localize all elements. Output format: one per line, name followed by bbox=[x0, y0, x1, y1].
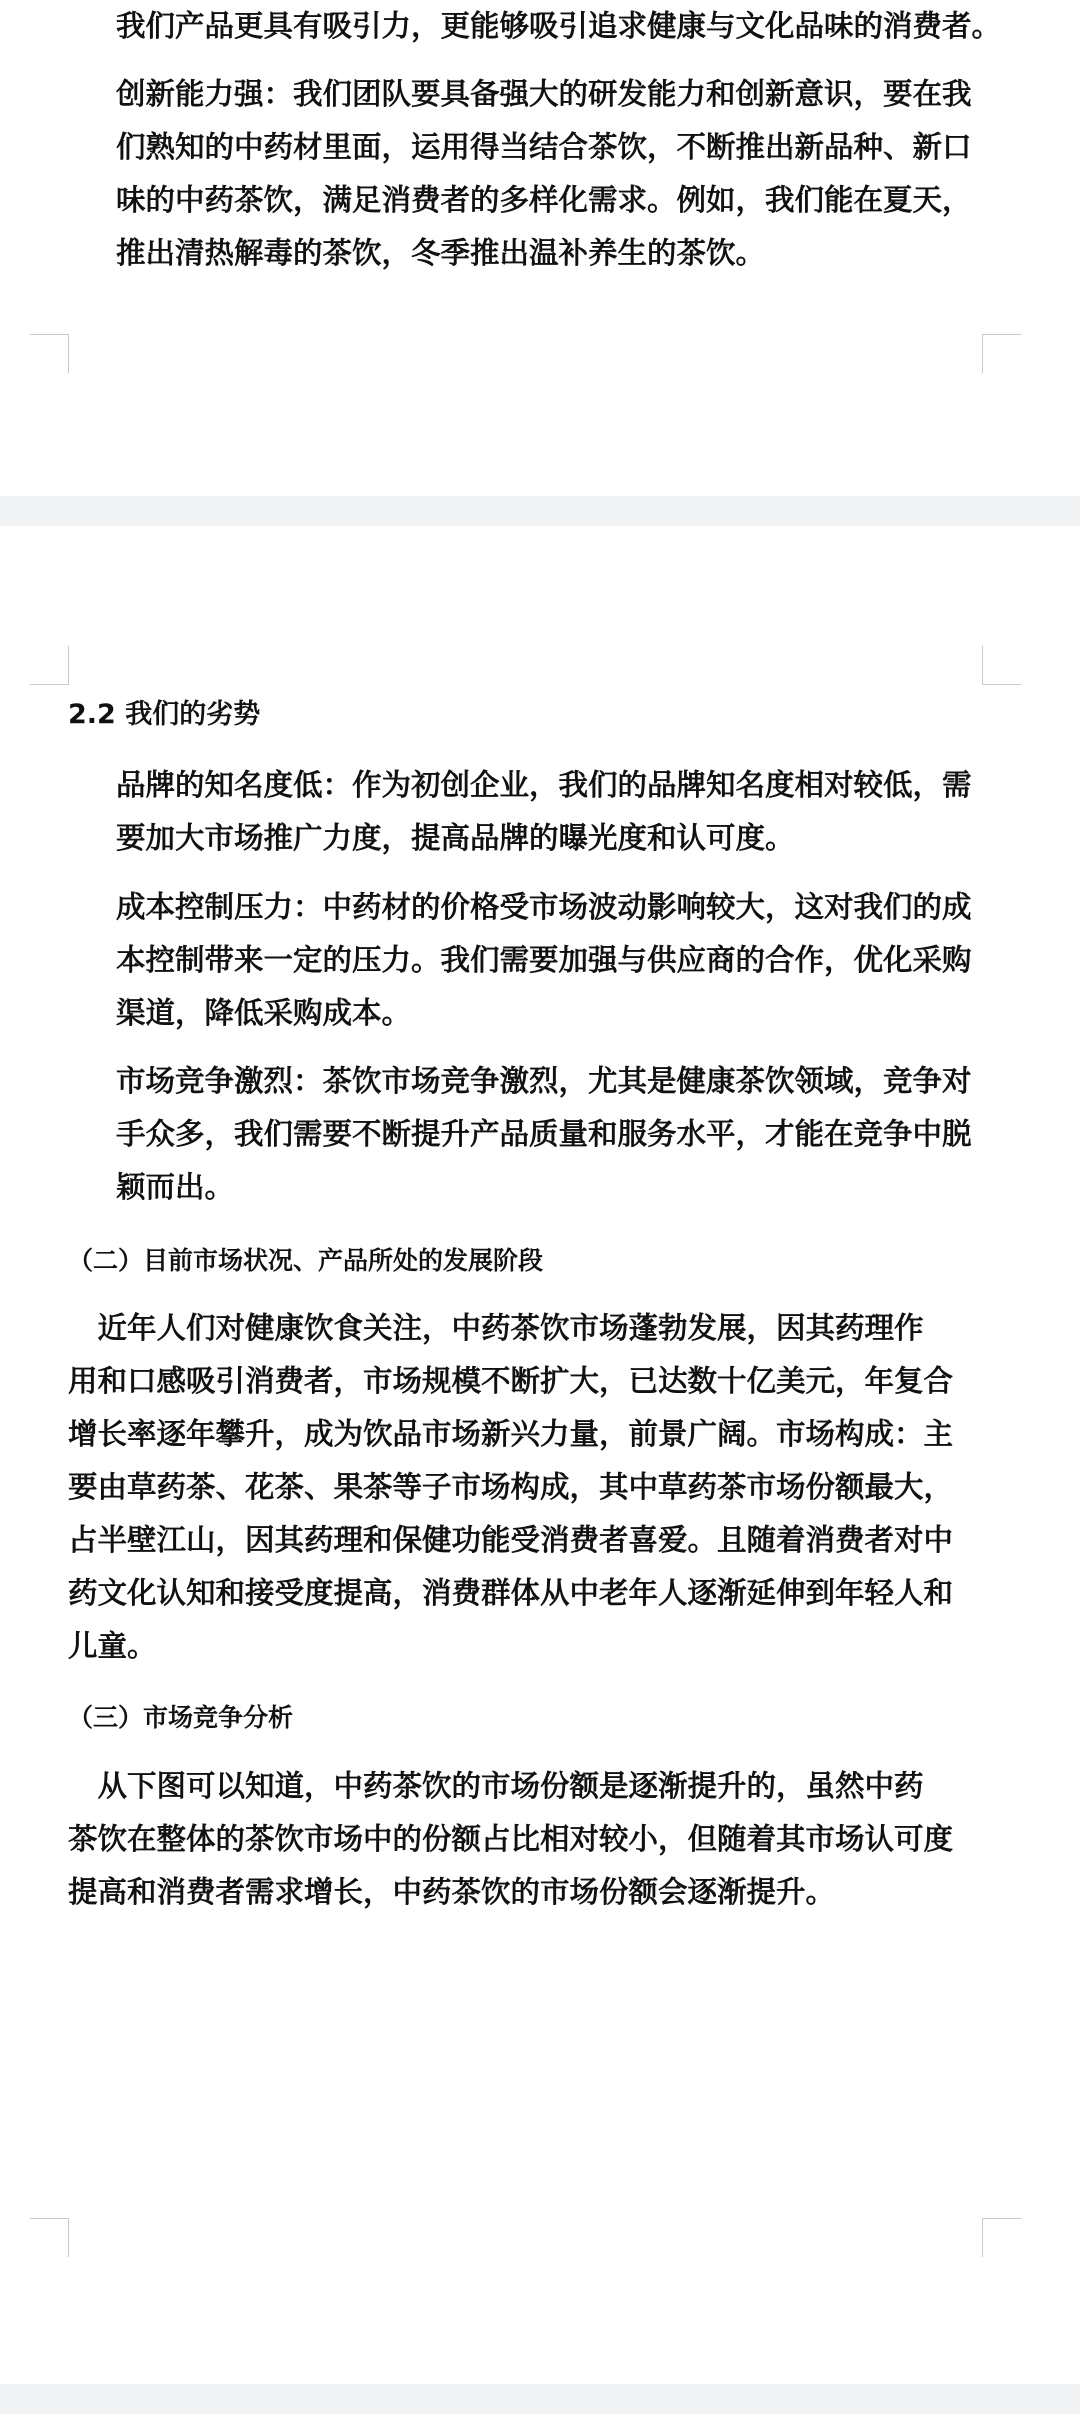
text-line: 品牌的知名度低：作为初创企业，我们的品牌知名度相对较低，需 bbox=[116, 768, 972, 802]
text-line: 本控制带来一定的压力。我们需要加强与供应商的合作，优化采购 bbox=[116, 943, 972, 977]
text-line: 们熟知的中药材里面，运用得当结合茶饮，不断推出新品种、新口 bbox=[116, 130, 972, 164]
paragraph-cost-control bbox=[116, 881, 972, 1040]
text-line: 味的中药茶饮，满足消费者的多样化需求。例如，我们能在夏天， bbox=[116, 183, 972, 217]
text-line: 药文化认知和接受度提高，消费群体从中老年人逐渐延伸到年轻人和 bbox=[68, 1576, 954, 1610]
text-line: 儿童。 bbox=[68, 1629, 157, 1663]
text-line: 要由草药茶、花茶、果茶等子市场构成，其中草药茶市场份额最大， bbox=[68, 1470, 954, 1504]
text-line: 市场竞争激烈：茶饮市场竞争激烈，尤其是健康茶饮领域，竞争对 bbox=[116, 1064, 972, 1098]
page-corner-mark-top-right bbox=[982, 646, 1021, 685]
text-line: 成本控制压力：中药材的价格受市场波动影响较大，这对我们的成 bbox=[116, 890, 972, 924]
paragraph-competition-analysis bbox=[68, 1760, 953, 1919]
text-line: 渠道，降低采购成本。 bbox=[116, 996, 412, 1030]
page-corner-mark-bottom-right bbox=[982, 2218, 1021, 2257]
text-line: 近年人们对健康饮食关注，中药茶饮市场蓬勃发展，因其药理作 bbox=[68, 1311, 924, 1345]
section-heading-competition-analysis: （三）市场竞争分析 bbox=[68, 1703, 294, 1732]
text-line: 手众多，我们需要不断提升产品质量和服务水平，才能在竞争中脱 bbox=[116, 1117, 972, 1151]
page-separator bbox=[0, 2384, 1080, 2414]
text-line: 茶饮在整体的茶饮市场中的份额占比相对较小，但随着其市场认可度 bbox=[68, 1822, 954, 1856]
page-separator bbox=[0, 496, 1080, 526]
text-line: 用和口感吸引消费者，市场规模不断扩大，已达数十亿美元，年复合 bbox=[68, 1364, 954, 1398]
paragraph-innovation bbox=[116, 68, 972, 280]
text-line: 颖而出。 bbox=[116, 1170, 235, 1204]
page-corner-mark-bottom-left bbox=[30, 334, 69, 373]
section-heading-weaknesses: 2.2 我们的劣势 bbox=[68, 699, 261, 730]
page-corner-mark-bottom-left bbox=[30, 2218, 69, 2257]
page-corner-mark-bottom-right bbox=[982, 334, 1021, 373]
paragraph-brand-awareness bbox=[116, 759, 972, 865]
text-line: 推出清热解毒的茶饮，冬季推出温补养生的茶饮。 bbox=[116, 236, 766, 270]
paragraph-market-competition bbox=[116, 1055, 972, 1214]
text-line: 我们产品更具有吸引力，更能够吸引追求健康与文化品味的消费者。 bbox=[116, 9, 1002, 43]
section-heading-market-status: （二）目前市场状况、产品所处的发展阶段 bbox=[68, 1246, 544, 1275]
text-line: 从下图可以知道，中药茶饮的市场份额是逐渐提升的，虽然中药 bbox=[68, 1769, 924, 1803]
text-line: 创新能力强：我们团队要具备强大的研发能力和创新意识，要在我 bbox=[116, 77, 972, 111]
text-line: 增长率逐年攀升，成为饮品市场新兴力量，前景广阔。市场构成：主 bbox=[68, 1417, 954, 1451]
text-line: 要加大市场推广力度，提高品牌的曝光度和认可度。 bbox=[116, 821, 795, 855]
paragraph-market-overview bbox=[68, 1302, 953, 1673]
page-corner-mark-top-left bbox=[30, 646, 69, 685]
text-line: 提高和消费者需求增长，中药茶饮的市场份额会逐渐提升。 bbox=[68, 1875, 836, 1909]
text-line: 占半壁江山，因其药理和保健功能受消费者喜爱。且随着消费者对中 bbox=[68, 1523, 954, 1557]
paragraph-product-attraction bbox=[116, 0, 1001, 53]
